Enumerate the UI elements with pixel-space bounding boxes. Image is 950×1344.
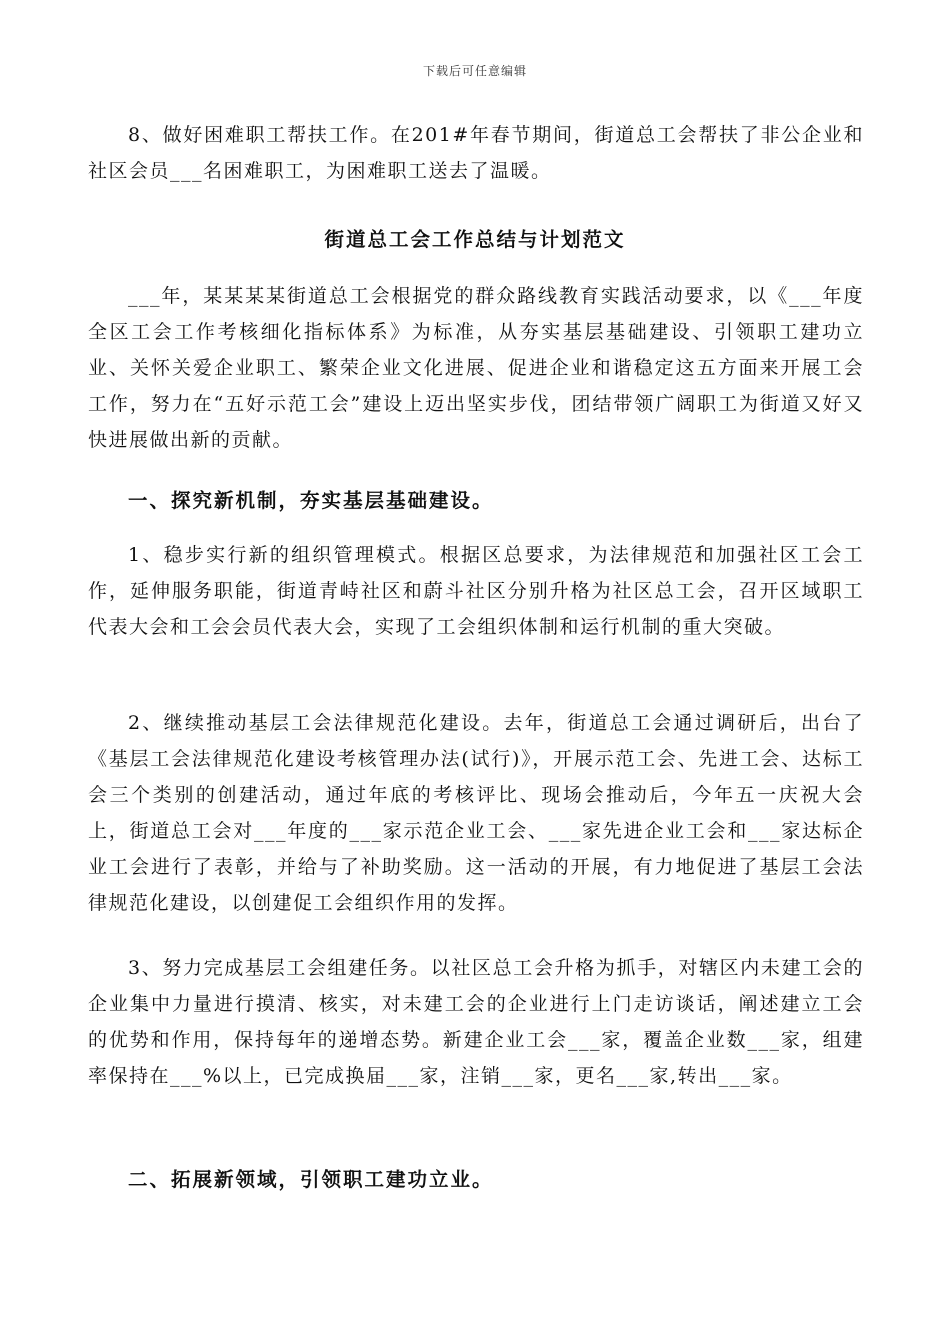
- paragraph-section-1-item-3: 3、努力完成基层工会组建任务。以社区总工会升格为抓手，对辖区内未建工会的企业集中力量进行摸清、核实，对未建工会的企业进行上门走访谈话，阐述建立工会的优势和作用，保持每年的递增态势。新建企业工会___家，覆盖企业数___家，组建率保持在___%以上，已完成换届___家，注销___家，更名___家,转出___家。: [88, 957, 864, 1087]
- paragraph-section-1-item-1: 1、稳步实行新的组织管理模式。根据区总要求，为法律规范和加强社区工会工作，延伸服务职能，街道青峙社区和蔚斗社区分别升格为社区总工会，召开区域职工代表大会和工会会员代表大会，实现了工会组织体制和运行机制的重大突破。: [88, 544, 864, 638]
- document-title: 街道总工会工作总结与计划范文: [324, 228, 626, 251]
- paragraph-section-1-item-2: 2、继续推动基层工会法律规范化建设。去年，街道总工会通过调研后，出台了《基层工会法律规范化建设考核管理办法(试行)》，开展示范工会、先进工会、达标工会三个类别的创建活动，通过年底的考核评比、现场会推动后，今年五一庆祝大会上，街道总工会对___年度的___家示范企业工会、___家先进企业工会和___家达标企业工会进行了表彰，并给与了补助奖励。这一活动的开展，有力地促进了基层工会法律规范化建设，以创建促工会组织作用的发挥。: [88, 712, 864, 914]
- paragraph-intro: 8、做好困难职工帮扶工作。在201#年春节期间，街道总工会帮扶了非公企业和社区会员___名困难职工，为困难职工送去了温暖。: [88, 124, 864, 182]
- paragraph-overview: ___年，某某某某街道总工会根据党的群众路线教育实践活动要求，以《___年度全区工会工作考核细化指标体系》为标准，从夯实基层基础建设、引领职工建功立业、关怀关爱企业职工、繁荣企业文化进展、促进企业和谐稳定这五方面来开展工会工作，努力在“五好示范工会”建设上迈出坚实步伐，团结带领广阔职工为街道又好又快进展做出新的贡献。: [88, 285, 864, 451]
- section-heading-1: 一、探究新机制，夯实基层基础建设。: [128, 489, 494, 512]
- page-header-note: 下载后可任意编辑: [422, 64, 527, 78]
- section-heading-2: 二、拓展新领域，引领职工建功立业。: [128, 1168, 494, 1191]
